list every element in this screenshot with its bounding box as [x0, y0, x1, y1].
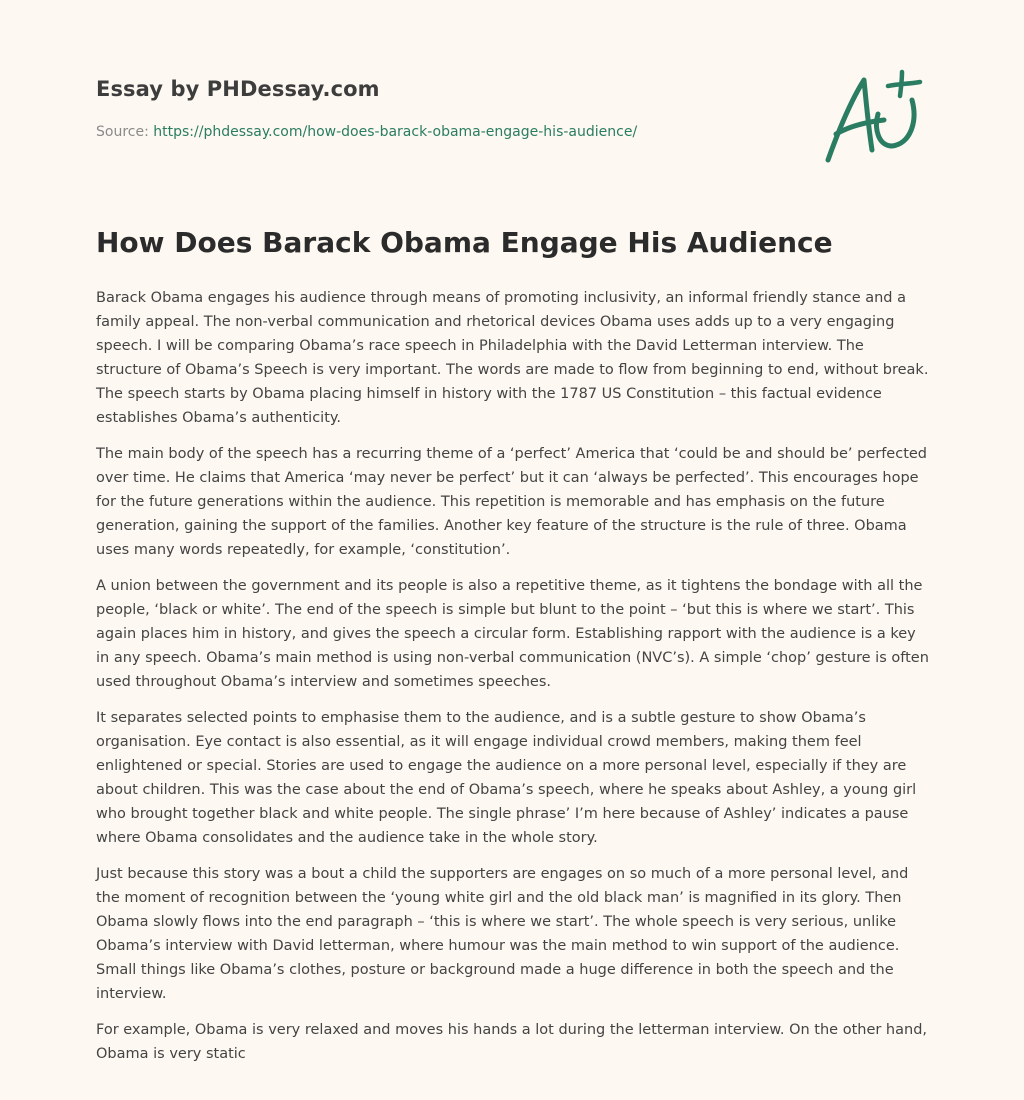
- essay-paragraph: The main body of the speech has a recurring theme of a ‘perfect’ America that ‘could be and should be’ perfected over time. He claims that America ‘may never be perfect’ but it can ‘always be perfected’. This encourages hope for the future generations within the audience. This repetition is memorable and has emphasis on the future generation, gaining the support of the families. Another key feature of the structure is the rule of three. Obama uses many words repeatedly, for example, ‘constitution’.: [96, 446, 928, 558]
- essay-title: How Does Barack Obama Engage His Audience: [96, 226, 833, 259]
- essay-paragraph: It separates selected points to emphasise them to the audience, and is a subtle gesture to show Obama’s organisation. Eye contact is also essential, as it will engage individual crowd members, making them feel enlightened or special. Stories are used to engage the audience on a more personal level, especially if they are about children. This was the case about the end of Obama’s speech, where he speaks about Ashley, a young girl who brought together black and white people. The single phrase’ I’m here because of Ashley’ indicates a pause where Obama consolidates and the audience take in the whole story.: [96, 710, 917, 846]
- source-label: Source:: [96, 124, 154, 140]
- essay-body: [96, 286, 930, 1078]
- essay-paragraph: Barack Obama engages his audience through means of promoting inclusivity, an informal friendly stance and a family appeal. The non-verbal communication and rhetorical devices Obama uses adds up to a very engaging speech. I will be comparing Obama’s race speech in Philadelphia with the David Letterman interview. The structure of Obama’s Speech is very important. The words are made to flow from beginning to end, without break. The speech starts by Obama placing himself in history with the 1787 US Constitution – this factual evidence establishes Obama’s authenticity.: [96, 290, 929, 426]
- essay-paragraph: Just because this story was a bout a child the supporters are engages on so much of a more personal level, and the moment of recognition between the ‘young white girl and the old black man’ is magnified in its glory. Then Obama slowly flows into the end paragraph – ‘this is where we start’. The whole speech is very serious, unlike Obama’s interview with David letterman, where humour was the main method to win support of the audience. Small things like Obama’s clothes, posture or background made a huge difference in both the speech and the interview.: [96, 866, 909, 1002]
- essay-paragraph: For example, Obama is very relaxed and moves his hands a lot during the letterman interview. On the other hand, Obama is very static: [96, 1022, 928, 1062]
- source-line: [96, 124, 637, 140]
- a-plus-grade-icon: [822, 66, 928, 166]
- source-link[interactable]: https://phdessay.com/how-does-barack-obama-engage-his-audience/: [153, 124, 638, 140]
- site-brand: Essay by PHDessay.com: [96, 77, 380, 101]
- essay-paragraph: A union between the government and its people is also a repetitive theme, as it tightens the bondage with all the people, ‘black or white’. The end of the speech is simple but blunt to the point – ‘but this is where we start’. This again places him in history, and gives the speech a circular form. Establishing rapport with the audience is a key in any speech. Obama’s main method is using non-verbal communication (NVC’s). A simple ‘chop’ gesture is often used throughout Obama’s interview and sometimes speeches.: [96, 578, 929, 690]
